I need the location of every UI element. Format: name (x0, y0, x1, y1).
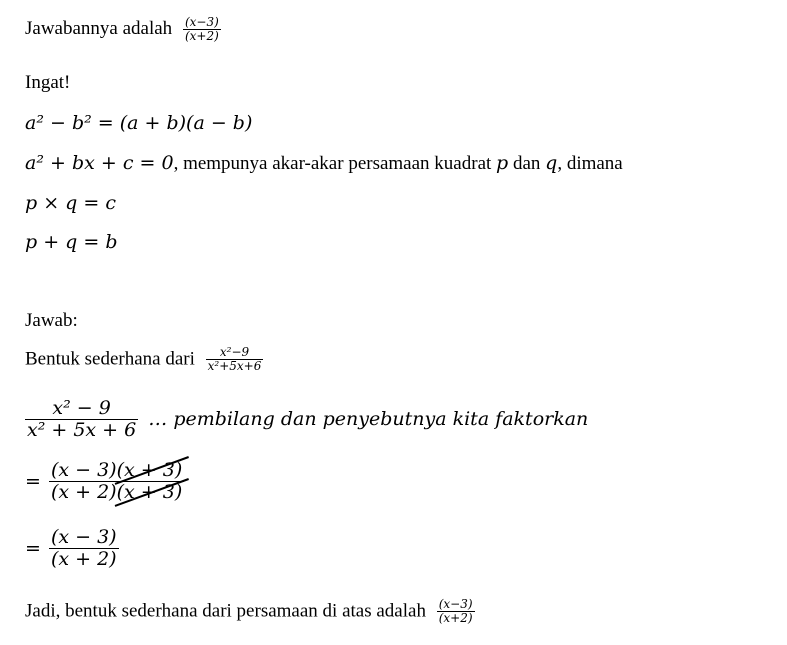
step2-fraction (49, 460, 184, 503)
answer-denominator: (x+2) (184, 29, 219, 44)
step2-num-cancelled (117, 460, 183, 481)
step3 (25, 527, 119, 570)
intro-numerator: x²−9 (219, 345, 250, 359)
answer-fraction (183, 16, 221, 43)
product-formula: p × q = c (25, 192, 116, 214)
step2-num-factor-b: (x + 3) (116, 459, 183, 481)
step1-fraction (25, 398, 138, 441)
step1-denominator: x² + 5x + 6 (27, 418, 137, 441)
step2-den-cancelled (117, 482, 183, 503)
step1 (25, 398, 588, 441)
remember-title: Ingat! (25, 72, 71, 93)
intro-denominator: x²+5x+6 (207, 359, 262, 374)
solution-title: Jawab: (25, 310, 78, 331)
conclusion-text: Jadi, bentuk sederhana dari persamaan di atas adalah (25, 600, 426, 622)
difference-of-squares: a² − b² = (a + b)(a − b) (25, 112, 253, 134)
step2 (25, 460, 184, 503)
root-q: q (545, 152, 558, 174)
step2-num-factor-a: (x − 3) (50, 459, 117, 481)
step2-den-factor-b: (x + 3) (116, 480, 183, 503)
solution-intro-text: Bentuk sederhana dari (25, 348, 195, 370)
conclusion (25, 598, 475, 625)
step3-fraction (49, 527, 119, 570)
cancel-stroke-denominator (115, 479, 189, 506)
step2-equals: = (25, 470, 41, 493)
step2-denominator (49, 482, 184, 503)
quadratic-line (25, 152, 623, 175)
step3-denominator: (x + 2) (50, 547, 117, 570)
intro-fraction (206, 346, 264, 373)
conclusion-denominator: (x+2) (438, 611, 473, 626)
answer-line (25, 16, 221, 43)
step3-numerator: (x − 3) (50, 526, 117, 548)
solution-intro (25, 346, 263, 373)
where-text: , dimana (557, 153, 623, 174)
step3-equals: = (25, 537, 41, 560)
quadratic-text: , mempunya akar-akar persamaan kuadrat (173, 153, 497, 174)
step2-numerator (49, 460, 184, 481)
step1-numerator: x² − 9 (52, 397, 111, 419)
answer-label: Jawabannya adalah (25, 18, 173, 40)
step1-note: … pembilang dan penyebutnya kita faktorkan (148, 408, 589, 431)
conclusion-numerator: (x−3) (438, 597, 473, 611)
sum-formula: p + q = b (25, 231, 118, 253)
conclusion-fraction (437, 598, 475, 625)
quadratic-equation: a² + bx + c = 0 (25, 152, 174, 174)
step2-den-factor-a: (x + 2) (50, 480, 117, 503)
and-text: dan (508, 153, 546, 174)
root-p: p (496, 152, 509, 174)
answer-numerator: (x−3) (184, 15, 219, 29)
